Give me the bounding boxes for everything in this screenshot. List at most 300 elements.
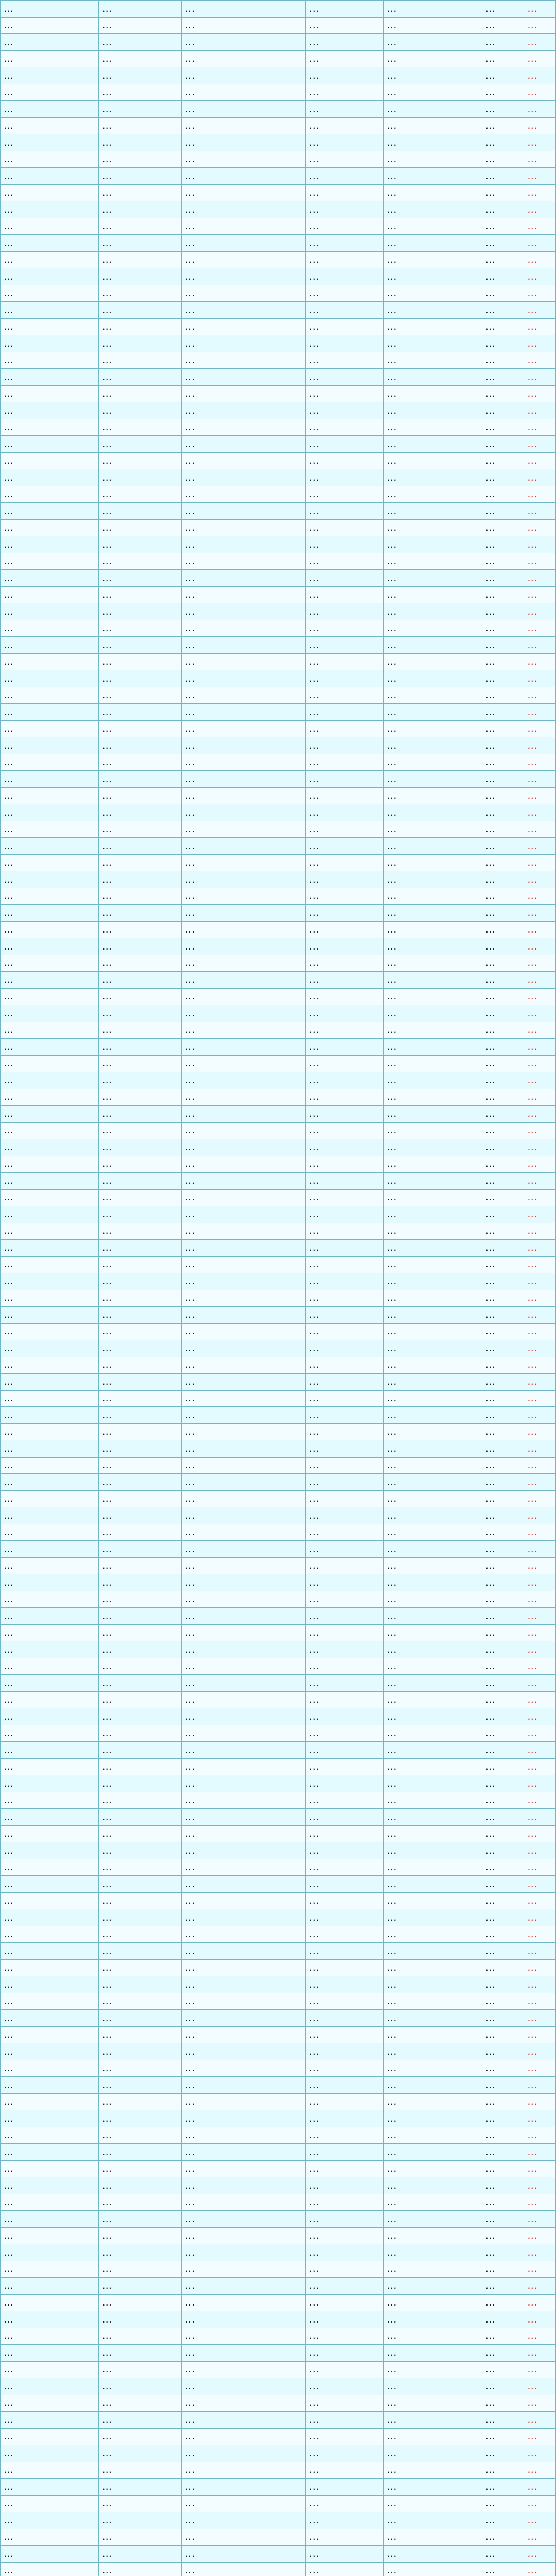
table-row	[1, 1323, 556, 1340]
table-cell-server: …	[1, 1792, 99, 1809]
table-cell-server: …	[1, 972, 99, 989]
table-cell-status: …	[524, 2110, 556, 2127]
table-cell-name3: …	[482, 285, 524, 302]
table-cell-name2: …	[306, 2395, 384, 2412]
table-cell-name: …	[99, 1374, 182, 1391]
table-row	[1, 1139, 556, 1156]
table-cell-name2: …	[306, 1775, 384, 1792]
table-cell-name3: …	[482, 1809, 524, 1826]
table-cell-name2: …	[306, 2244, 384, 2261]
table-cell-server3: …	[384, 1173, 482, 1190]
table-cell-server: …	[1, 318, 99, 335]
table-cell-name2: …	[306, 1507, 384, 1524]
table-cell-server2: …	[182, 754, 306, 771]
table-cell-name3: …	[482, 637, 524, 654]
table-cell-server2: …	[182, 1173, 306, 1190]
table-cell-server3: …	[384, 1892, 482, 1909]
table-cell-name2: …	[306, 1240, 384, 1257]
table-cell-server3: …	[384, 1859, 482, 1876]
table-cell-name: …	[99, 1792, 182, 1809]
table-cell-status: …	[524, 385, 556, 402]
table-row	[1, 1240, 556, 1257]
table-row	[1, 2194, 556, 2211]
table-cell-server3: …	[384, 1156, 482, 1173]
table-cell-name: …	[99, 1022, 182, 1039]
table-cell-server3: …	[384, 2294, 482, 2311]
table-cell-name3: …	[482, 570, 524, 587]
table-row	[1, 821, 556, 838]
table-cell-name3: …	[482, 34, 524, 51]
table-cell-server2: …	[182, 704, 306, 721]
table-cell-server: …	[1, 2512, 99, 2529]
table-cell-status: …	[524, 2244, 556, 2261]
table-cell-name3: …	[482, 486, 524, 503]
table-cell-server: …	[1, 771, 99, 788]
table-cell-server3: …	[384, 1005, 482, 1022]
table-cell-name2: …	[306, 1976, 384, 1993]
table-cell-name2: …	[306, 2127, 384, 2144]
table-cell-status: …	[524, 2361, 556, 2378]
table-cell-server: …	[1, 34, 99, 51]
table-cell-server2: …	[182, 2227, 306, 2244]
table-cell-server2: …	[182, 1490, 306, 1507]
ranking-table-body	[1, 1, 556, 2576]
table-cell-name2: …	[306, 486, 384, 503]
table-cell-server: …	[1, 1, 99, 18]
table-cell-status: …	[524, 34, 556, 51]
table-cell-name3: …	[482, 302, 524, 319]
table-cell-status: …	[524, 184, 556, 201]
table-cell-server: …	[1, 2328, 99, 2345]
table-row	[1, 1407, 556, 1424]
table-cell-server: …	[1, 117, 99, 134]
table-cell-status: …	[524, 704, 556, 721]
table-cell-name3: …	[482, 1993, 524, 2010]
table-row	[1, 268, 556, 285]
table-cell-server2: …	[182, 2077, 306, 2094]
table-cell-name2: …	[306, 888, 384, 905]
table-cell-server2: …	[182, 1039, 306, 1056]
table-cell-name: …	[99, 50, 182, 67]
table-cell-server: …	[1, 268, 99, 285]
table-cell-status: …	[524, 2378, 556, 2395]
table-cell-name3: …	[482, 2378, 524, 2395]
table-cell-server: …	[1, 2495, 99, 2512]
table-cell-server: …	[1, 369, 99, 386]
table-row	[1, 1959, 556, 1976]
table-cell-server3: …	[384, 1423, 482, 1440]
table-cell-name: …	[99, 101, 182, 118]
table-cell-name: …	[99, 2378, 182, 2395]
table-cell-server: …	[1, 1139, 99, 1156]
table-cell-server3: …	[384, 2160, 482, 2177]
table-cell-server3: …	[384, 2060, 482, 2077]
table-cell-status: …	[524, 1557, 556, 1574]
table-cell-name3: …	[482, 2160, 524, 2177]
table-cell-server: …	[1, 1340, 99, 1357]
table-cell-name2: …	[306, 771, 384, 788]
table-row	[1, 1624, 556, 1641]
table-row	[1, 771, 556, 788]
table-cell-name2: …	[306, 1926, 384, 1943]
table-cell-name3: …	[482, 720, 524, 737]
table-row	[1, 1574, 556, 1591]
table-cell-status: …	[524, 938, 556, 955]
table-cell-server3: …	[384, 1976, 482, 1993]
table-cell-name3: …	[482, 1206, 524, 1223]
table-cell-name3: …	[482, 2144, 524, 2161]
table-cell-name: …	[99, 2093, 182, 2110]
table-cell-server2: …	[182, 854, 306, 871]
table-cell-status: …	[524, 1072, 556, 1089]
table-cell-name3: …	[482, 117, 524, 134]
table-cell-status: …	[524, 419, 556, 436]
table-cell-server: …	[1, 1122, 99, 1139]
table-cell-status: …	[524, 1809, 556, 1826]
table-cell-server2: …	[182, 1976, 306, 1993]
table-cell-name: …	[99, 2194, 182, 2211]
table-cell-server: …	[1, 1976, 99, 1993]
table-cell-server: …	[1, 871, 99, 888]
table-cell-status: …	[524, 1909, 556, 1926]
table-cell-server: …	[1, 1055, 99, 1072]
table-cell-server3: …	[384, 603, 482, 620]
table-row	[1, 1357, 556, 1374]
table-cell-server: …	[1, 1374, 99, 1391]
table-row	[1, 486, 556, 503]
table-cell-name2: …	[306, 2294, 384, 2311]
table-cell-name3: …	[482, 2194, 524, 2211]
table-cell-server2: …	[182, 570, 306, 587]
table-cell-name3: …	[482, 1591, 524, 1608]
table-cell-name3: …	[482, 1691, 524, 1708]
table-cell-name3: …	[482, 1106, 524, 1123]
table-cell-server2: …	[182, 184, 306, 201]
table-cell-server3: …	[384, 235, 482, 252]
table-cell-name2: …	[306, 1139, 384, 1156]
table-cell-server2: …	[182, 1022, 306, 1039]
table-cell-server3: …	[384, 921, 482, 938]
table-cell-server3: …	[384, 1926, 482, 1943]
table-cell-server3: …	[384, 402, 482, 419]
table-cell-server3: …	[384, 1591, 482, 1608]
table-cell-server2: …	[182, 821, 306, 838]
table-cell-status: …	[524, 218, 556, 235]
table-cell-server: …	[1, 1223, 99, 1240]
table-row	[1, 2361, 556, 2378]
table-row	[1, 1474, 556, 1491]
table-cell-name: …	[99, 486, 182, 503]
table-cell-server: …	[1, 1809, 99, 1826]
table-row	[1, 1022, 556, 1039]
table-cell-status: …	[524, 804, 556, 821]
table-cell-server3: …	[384, 938, 482, 955]
table-row	[1, 754, 556, 771]
table-cell-server: …	[1, 687, 99, 704]
table-cell-status: …	[524, 1708, 556, 1725]
table-row	[1, 787, 556, 804]
table-cell-server: …	[1, 2194, 99, 2211]
table-cell-server3: …	[384, 1541, 482, 1558]
table-row	[1, 2462, 556, 2479]
table-cell-name2: …	[306, 737, 384, 754]
table-cell-server: …	[1, 1742, 99, 1759]
table-cell-server3: …	[384, 637, 482, 654]
table-row	[1, 101, 556, 118]
table-cell-name2: …	[306, 1708, 384, 1725]
table-cell-status: …	[524, 838, 556, 855]
table-cell-status: …	[524, 1423, 556, 1440]
table-cell-status: …	[524, 2562, 556, 2576]
table-cell-server3: …	[384, 2244, 482, 2261]
table-cell-name: …	[99, 2261, 182, 2278]
table-cell-server3: …	[384, 988, 482, 1005]
table-cell-server3: …	[384, 1792, 482, 1809]
table-cell-name2: …	[306, 921, 384, 938]
table-cell-server2: …	[182, 838, 306, 855]
table-cell-status: …	[524, 955, 556, 972]
table-cell-server3: …	[384, 2194, 482, 2211]
table-cell-server2: …	[182, 955, 306, 972]
table-cell-server3: …	[384, 1089, 482, 1106]
table-cell-server3: …	[384, 1825, 482, 1842]
table-cell-server: …	[1, 419, 99, 436]
table-cell-name3: …	[482, 687, 524, 704]
table-cell-server: …	[1, 184, 99, 201]
table-cell-name2: …	[306, 2261, 384, 2278]
table-cell-status: …	[524, 2077, 556, 2094]
table-cell-name: …	[99, 2512, 182, 2529]
table-cell-status: …	[524, 1206, 556, 1223]
table-cell-name: …	[99, 251, 182, 268]
table-cell-server3: …	[384, 1708, 482, 1725]
table-cell-server3: …	[384, 1775, 482, 1792]
table-cell-name: …	[99, 2445, 182, 2462]
table-cell-server3: …	[384, 1507, 482, 1524]
table-cell-server: …	[1, 1624, 99, 1641]
table-cell-name3: …	[482, 1173, 524, 1190]
table-row	[1, 737, 556, 754]
table-cell-server3: …	[384, 486, 482, 503]
table-cell-status: …	[524, 1775, 556, 1792]
table-cell-server2: …	[182, 2412, 306, 2429]
table-cell-server: …	[1, 1926, 99, 1943]
table-cell-server2: …	[182, 921, 306, 938]
table-cell-server3: …	[384, 2428, 482, 2445]
table-cell-status: …	[524, 2311, 556, 2328]
table-cell-server2: …	[182, 553, 306, 570]
table-cell-name3: …	[482, 17, 524, 34]
table-cell-server: …	[1, 302, 99, 319]
table-cell-name2: …	[306, 2462, 384, 2479]
table-cell-name: …	[99, 687, 182, 704]
table-cell-server2: …	[182, 1223, 306, 1240]
table-cell-server2: …	[182, 1959, 306, 1976]
table-cell-name: …	[99, 2026, 182, 2043]
table-cell-name3: …	[482, 2043, 524, 2060]
table-cell-server3: …	[384, 1323, 482, 1340]
table-cell-server2: …	[182, 2395, 306, 2412]
table-cell-status: …	[524, 1340, 556, 1357]
table-cell-server3: …	[384, 1943, 482, 1960]
table-cell-name2: …	[306, 955, 384, 972]
table-cell-server: …	[1, 2077, 99, 2094]
table-cell-status: …	[524, 369, 556, 386]
table-cell-name: …	[99, 2144, 182, 2161]
table-cell-server: …	[1, 1675, 99, 1692]
table-cell-server: …	[1, 921, 99, 938]
table-cell-server3: …	[384, 17, 482, 34]
table-cell-name2: …	[306, 1323, 384, 1340]
table-row	[1, 1758, 556, 1775]
table-cell-name3: …	[482, 921, 524, 938]
table-cell-name2: …	[306, 2077, 384, 2094]
table-cell-status: …	[524, 2345, 556, 2362]
table-cell-name3: …	[482, 1490, 524, 1507]
table-cell-name3: …	[482, 1474, 524, 1491]
table-cell-status: …	[524, 1825, 556, 1842]
table-cell-server: …	[1, 1307, 99, 1324]
table-cell-name2: …	[306, 2428, 384, 2445]
table-cell-server2: …	[182, 2462, 306, 2479]
table-cell-server: …	[1, 2462, 99, 2479]
table-cell-name2: …	[306, 2479, 384, 2496]
table-cell-name: …	[99, 1122, 182, 1139]
table-cell-name: …	[99, 1809, 182, 1826]
table-cell-status: …	[524, 1742, 556, 1759]
table-cell-status: …	[524, 2093, 556, 2110]
table-cell-status: …	[524, 84, 556, 101]
table-cell-name2: …	[306, 2562, 384, 2576]
table-row	[1, 653, 556, 670]
table-cell-server: …	[1, 50, 99, 67]
table-cell-status: …	[524, 2412, 556, 2429]
table-cell-status: …	[524, 402, 556, 419]
table-cell-name: …	[99, 1273, 182, 1290]
table-cell-status: …	[524, 553, 556, 570]
table-cell-name2: …	[306, 2495, 384, 2512]
table-cell-server: …	[1, 2244, 99, 2261]
table-cell-name2: …	[306, 503, 384, 520]
table-cell-server2: …	[182, 1106, 306, 1123]
table-cell-server: …	[1, 452, 99, 469]
table-cell-name: …	[99, 34, 182, 51]
table-cell-server: …	[1, 2395, 99, 2412]
table-cell-status: …	[524, 687, 556, 704]
table-cell-server: …	[1, 2227, 99, 2244]
table-row	[1, 84, 556, 101]
table-cell-name3: …	[482, 771, 524, 788]
table-cell-name3: …	[482, 385, 524, 402]
table-cell-name3: …	[482, 1624, 524, 1641]
table-cell-name3: …	[482, 838, 524, 855]
table-row	[1, 2512, 556, 2529]
table-cell-name: …	[99, 2043, 182, 2060]
table-cell-name3: …	[482, 1423, 524, 1440]
table-cell-server3: …	[384, 1474, 482, 1491]
table-cell-server3: …	[384, 1374, 482, 1391]
table-row	[1, 2345, 556, 2362]
table-cell-name3: …	[482, 670, 524, 687]
table-cell-name: …	[99, 1541, 182, 1558]
table-cell-server2: …	[182, 804, 306, 821]
table-row	[1, 938, 556, 955]
table-cell-status: …	[524, 335, 556, 352]
table-row	[1, 2294, 556, 2311]
table-cell-server3: …	[384, 2026, 482, 2043]
table-cell-name2: …	[306, 1357, 384, 1374]
table-cell-name3: …	[482, 84, 524, 101]
table-cell-server: …	[1, 503, 99, 520]
table-row	[1, 838, 556, 855]
table-cell-server: …	[1, 67, 99, 84]
table-cell-status: …	[524, 1892, 556, 1909]
table-cell-name2: …	[306, 570, 384, 587]
table-cell-server: …	[1, 737, 99, 754]
table-cell-server3: …	[384, 385, 482, 402]
table-cell-server: …	[1, 1273, 99, 1290]
table-row	[1, 436, 556, 453]
table-row	[1, 2261, 556, 2278]
table-cell-name: …	[99, 704, 182, 721]
table-cell-server: …	[1, 1474, 99, 1491]
table-cell-name2: …	[306, 938, 384, 955]
table-cell-name2: …	[306, 787, 384, 804]
table-cell-name2: …	[306, 402, 384, 419]
table-cell-server2: …	[182, 620, 306, 637]
table-cell-server2: …	[182, 1290, 306, 1307]
table-row	[1, 1423, 556, 1440]
table-row	[1, 2311, 556, 2328]
table-cell-server3: …	[384, 2110, 482, 2127]
table-cell-server: …	[1, 1323, 99, 1340]
table-cell-name3: …	[482, 2026, 524, 2043]
table-cell-name: …	[99, 2211, 182, 2228]
table-cell-server: …	[1, 235, 99, 252]
table-cell-server3: …	[384, 2010, 482, 2027]
table-cell-server3: …	[384, 2177, 482, 2194]
table-cell-status: …	[524, 1691, 556, 1708]
table-cell-server2: …	[182, 1909, 306, 1926]
table-cell-server2: …	[182, 988, 306, 1005]
table-cell-server3: …	[384, 905, 482, 922]
table-cell-name2: …	[306, 1591, 384, 1608]
table-cell-server3: …	[384, 854, 482, 871]
table-cell-name: …	[99, 888, 182, 905]
table-row	[1, 168, 556, 185]
table-cell-status: …	[524, 1792, 556, 1809]
table-cell-server: …	[1, 1390, 99, 1407]
table-cell-name2: …	[306, 1608, 384, 1625]
table-cell-server3: …	[384, 1993, 482, 2010]
table-cell-status: …	[524, 67, 556, 84]
table-cell-name: …	[99, 553, 182, 570]
table-cell-name: …	[99, 1390, 182, 1407]
table-cell-server3: …	[384, 1390, 482, 1407]
table-row	[1, 1290, 556, 1307]
table-cell-name: …	[99, 201, 182, 218]
table-cell-server: …	[1, 1943, 99, 1960]
table-row	[1, 2144, 556, 2161]
table-cell-name: …	[99, 603, 182, 620]
table-cell-name: …	[99, 637, 182, 654]
table-cell-server2: …	[182, 1524, 306, 1541]
table-cell-name: …	[99, 235, 182, 252]
table-cell-server2: …	[182, 2278, 306, 2295]
table-cell-name: …	[99, 536, 182, 553]
table-cell-status: …	[524, 2060, 556, 2077]
table-cell-status: …	[524, 285, 556, 302]
